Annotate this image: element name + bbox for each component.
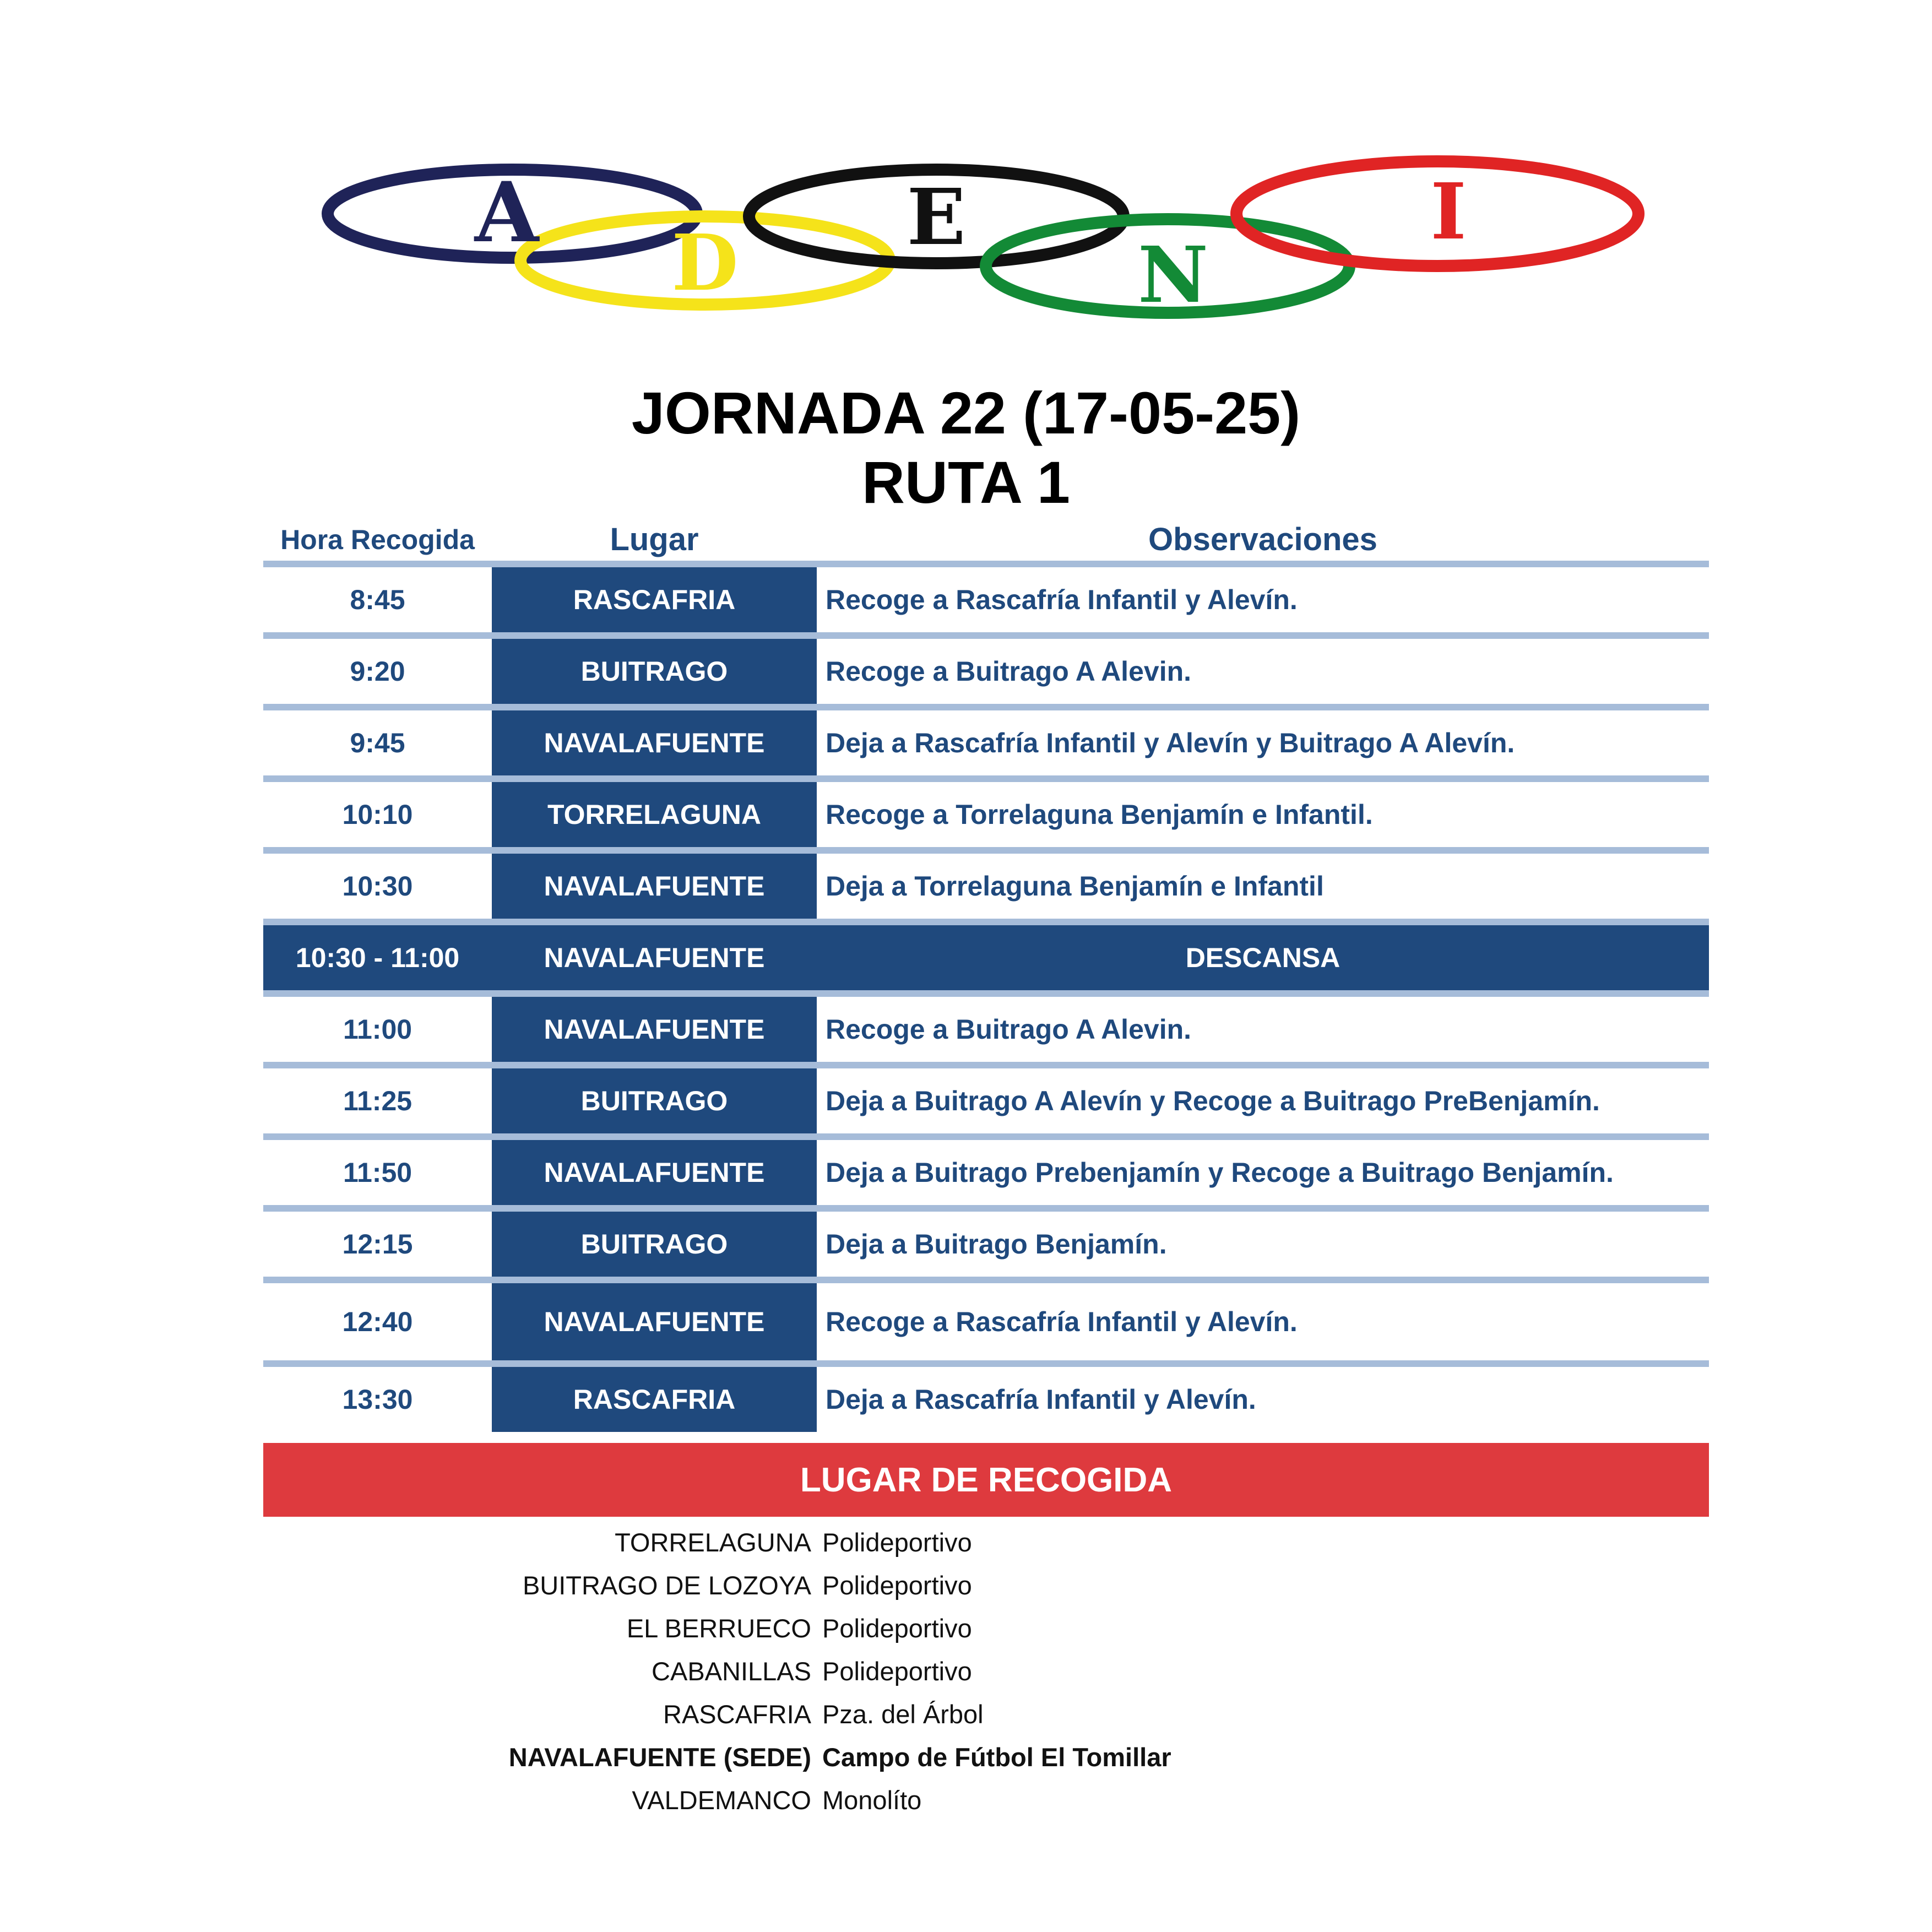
pickup-town: EL BERRUECO xyxy=(626,1614,811,1643)
row-note: Deja a Buitrago Benjamín. xyxy=(826,1229,1167,1260)
row-place: BUITRAGO xyxy=(492,639,817,704)
table-row xyxy=(263,775,1709,847)
row-place: NAVALAFUENTE xyxy=(492,997,817,1062)
list-item-headquarters xyxy=(0,1736,1932,1779)
pickup-venue: Polideportivo xyxy=(822,1657,972,1686)
table-row xyxy=(263,632,1709,704)
row-place: TORRELAGUNA xyxy=(492,782,817,847)
row-note: Deja a Rascafría Infantil y Alevín y Buitrago A Alevín. xyxy=(826,728,1515,758)
page-subtitle: RUTA 1 xyxy=(862,449,1070,515)
row-note: Deja a Rascafría Infantil y Alevín. xyxy=(826,1384,1256,1415)
row-note: Recoge a Rascafría Infantil y Alevín. xyxy=(826,584,1298,615)
logo-letter-n: N xyxy=(1138,230,1208,321)
row-note: Recoge a Buitrago A Alevin. xyxy=(826,1014,1192,1045)
table-row-rest xyxy=(263,919,1709,990)
table-row xyxy=(263,1062,1709,1133)
list-item xyxy=(0,1564,1932,1607)
pickup-town: RASCAFRIA xyxy=(663,1700,811,1729)
table-row xyxy=(263,1277,1709,1360)
row-time: 10:30 xyxy=(342,871,413,902)
list-item xyxy=(0,1607,1932,1650)
row-place: NAVALAFUENTE xyxy=(544,942,765,973)
column-header-lugar: Lugar xyxy=(610,522,699,557)
row-time: 11:50 xyxy=(343,1157,413,1188)
pickup-town: TORRELAGUNA xyxy=(615,1528,811,1557)
list-item xyxy=(0,1521,1932,1564)
row-place: NAVALAFUENTE xyxy=(492,710,817,775)
page-title: JORNADA 22 (17-05-25) xyxy=(631,379,1301,446)
row-place: NAVALAFUENTE xyxy=(492,854,817,919)
row-place: NAVALAFUENTE xyxy=(492,1283,817,1360)
list-item xyxy=(0,1779,1932,1822)
row-note: Recoge a Buitrago A Alevin. xyxy=(826,656,1192,687)
row-time: 12:40 xyxy=(342,1306,413,1337)
pickup-town: CABANILLAS xyxy=(652,1657,811,1686)
table-row xyxy=(263,1360,1709,1432)
row-place: NAVALAFUENTE xyxy=(492,1140,817,1205)
logo-letter-i: I xyxy=(1430,167,1467,257)
table-row xyxy=(263,1133,1709,1205)
list-item xyxy=(0,1693,1932,1736)
table-row xyxy=(263,990,1709,1062)
table-row xyxy=(263,704,1709,775)
row-time: 13:30 xyxy=(342,1384,413,1415)
row-time: 9:45 xyxy=(350,728,405,758)
row-time: 9:20 xyxy=(350,656,405,687)
schedule-table xyxy=(263,561,1709,1432)
pickup-venue: Polideportivo xyxy=(822,1614,972,1643)
pickup-venue: Pza. del Árbol xyxy=(822,1700,984,1729)
row-note: Recoge a Torrelaguna Benjamín e Infantil. xyxy=(826,799,1373,830)
row-note: Deja a Torrelaguna Benjamín e Infantil xyxy=(826,871,1324,902)
column-header-observaciones: Observaciones xyxy=(1148,522,1377,557)
pickup-venue: Polideportivo xyxy=(822,1528,972,1557)
pickup-venue: Monolíto xyxy=(822,1786,922,1815)
pickup-list xyxy=(0,1521,1932,1822)
logo-letter-d: D xyxy=(671,218,739,308)
list-item xyxy=(0,1650,1932,1693)
table-row xyxy=(263,1205,1709,1277)
row-place: BUITRAGO xyxy=(492,1212,817,1277)
row-note: Recoge a Rascafría Infantil y Alevín. xyxy=(826,1306,1298,1337)
row-time: 8:45 xyxy=(350,584,405,615)
row-note: Deja a Buitrago A Alevín y Recoge a Buitrago PreBenjamín. xyxy=(826,1086,1600,1116)
row-place: RASCAFRIA xyxy=(492,1367,817,1432)
column-header-hora: Hora Recogida xyxy=(280,524,475,555)
row-time: 11:00 xyxy=(343,1014,413,1045)
row-time: 10:10 xyxy=(342,799,413,830)
row-place: BUITRAGO xyxy=(492,1068,817,1133)
row-time: 11:25 xyxy=(343,1086,413,1116)
pickup-town: VALDEMANCO xyxy=(632,1786,811,1815)
logo-letter-e: E xyxy=(907,172,966,263)
table-row xyxy=(263,847,1709,919)
pickup-heading: LUGAR DE RECOGIDA xyxy=(263,1443,1709,1517)
pickup-venue: Polideportivo xyxy=(822,1571,972,1600)
row-note: DESCANSA xyxy=(1185,942,1341,973)
table-row xyxy=(263,561,1709,632)
row-place: RASCAFRIA xyxy=(492,567,817,632)
row-time: 10:30 - 11:00 xyxy=(295,942,460,973)
pickup-town: NAVALAFUENTE (SEDE) xyxy=(508,1743,811,1772)
adeni-logo xyxy=(319,148,1652,324)
logo-letter-a: A xyxy=(474,164,539,261)
pickup-town: BUITRAGO DE LOZOYA xyxy=(522,1571,811,1600)
row-note: Deja a Buitrago Prebenjamín y Recoge a Buitrago Benjamín. xyxy=(826,1157,1614,1188)
pickup-venue: Campo de Fútbol El Tomillar xyxy=(822,1743,1171,1772)
row-time: 12:15 xyxy=(342,1229,413,1260)
